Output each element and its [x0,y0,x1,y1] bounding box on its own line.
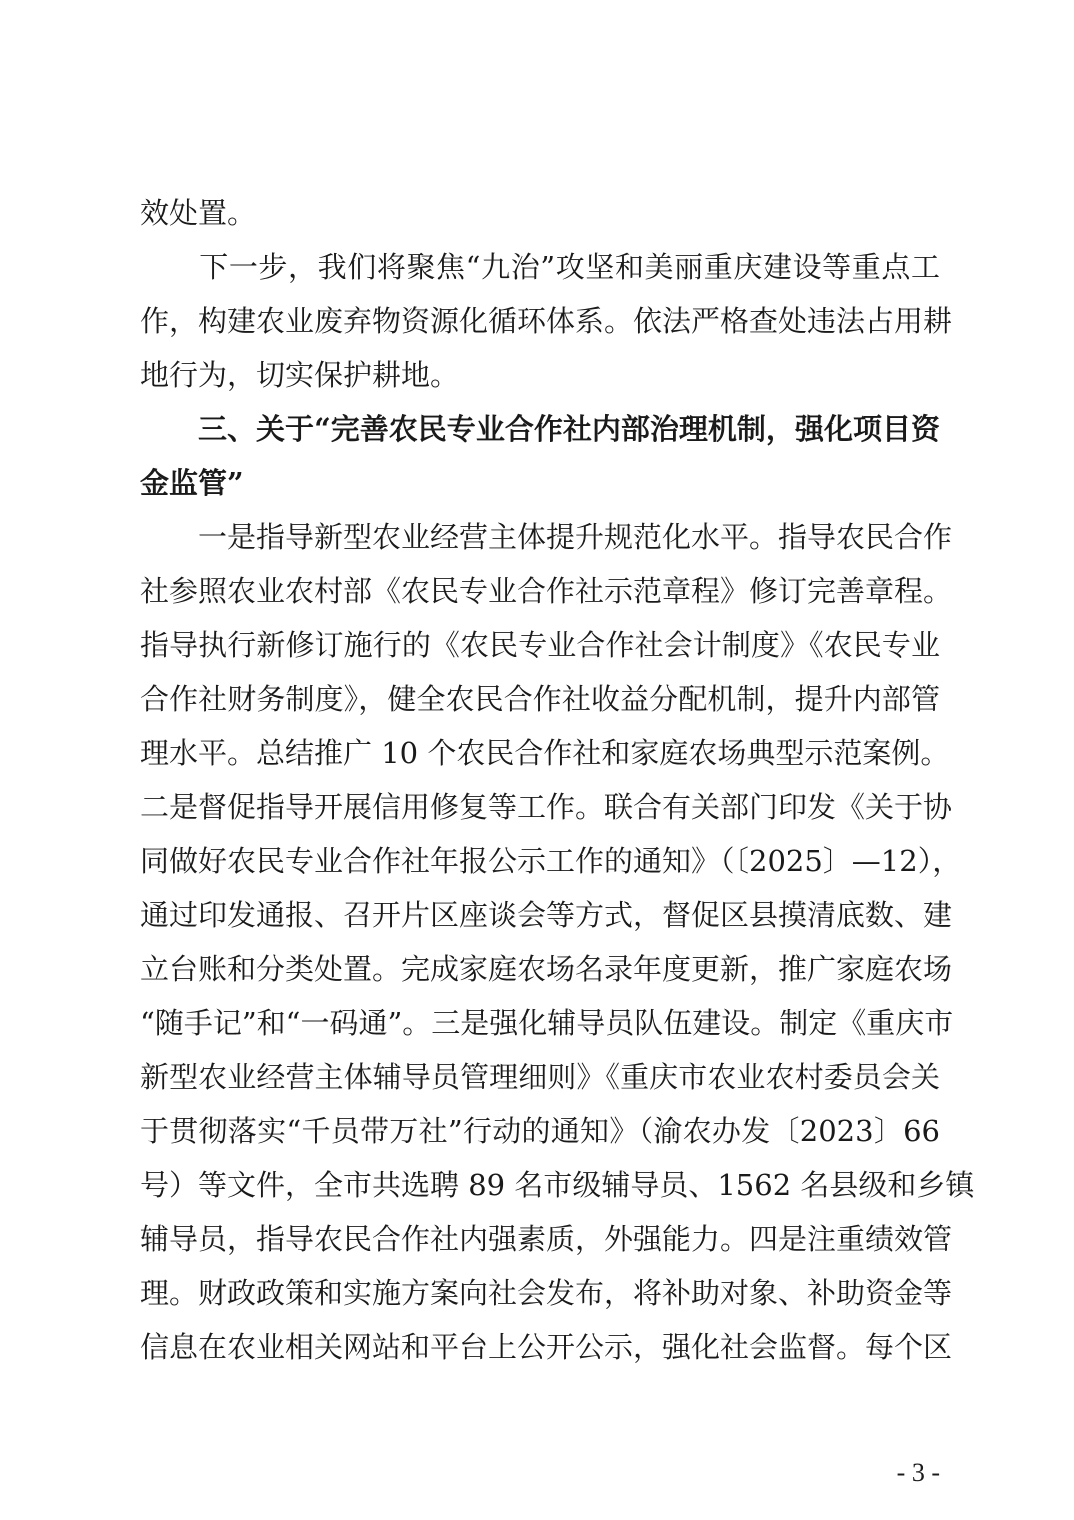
paragraph-line: 号）等文件，全市共选聘 89 名市级辅导员、1562 名县级和乡镇 [140,1168,975,1202]
paragraph-line: 理。财政政策和实施方案向社会发布，将补助对象、补助资金等 [140,1276,953,1310]
document-body [140,186,975,1374]
paragraph-line: “随手记”和“一码通”。三是强化辅导员队伍建设。制定《重庆市 [140,1006,954,1040]
paragraph-line: 作，构建农业废弃物资源化循环体系。依法严格查处违法占用耕 [140,304,953,338]
paragraph-line: 理水平。总结推广 10 个农民合作社和家庭农场典型示范案例。 [140,736,950,770]
paragraph-line: 辅导员，指导农民合作社内强素质，外强能力。四是注重绩效管 [140,1222,953,1256]
paragraph-line: 信息在农业相关网站和平台上公开公示，强化社会监督。每个区 [140,1330,953,1364]
paragraph-line: 合作社财务制度》，健全农民合作社收益分配机制，提升内部管 [140,682,940,716]
paragraph-line: 立台账和分类处置。完成家庭农场名录年度更新，推广家庭农场 [140,952,953,986]
section-heading-line: 金监管” [140,466,244,500]
paragraph-line: 指导执行新修订施行的《农民专业合作社会计制度》《农民专业 [140,628,940,662]
paragraph-line: 同做好农民专业合作社年报公示工作的通知》（〔2025〕—12）， [140,844,962,878]
paragraph-line: 通过印发通报、召开片区座谈会等方式，督促区县摸清底数、建 [140,898,953,932]
paragraph-line: 地行为，切实保护耕地。 [140,358,460,392]
paragraph-line: 新型农业经营主体辅导员管理细则》《重庆市农业农村委员会关 [140,1060,940,1094]
paragraph-line: 一是指导新型农业经营主体提升规范化水平。指导农民合作 [140,520,953,554]
paragraph-line: 二是督促指导开展信用修复等工作。联合有关部门印发《关于协 [140,790,953,824]
paragraph-line: 社参照农业农村部《农民专业合作社示范章程》修订完善章程。 [140,574,953,608]
paragraph-line: 效处置。 [140,196,257,230]
paragraph-line: 于贯彻落实“千员带万社”行动的通知》（渝农办发〔2023〕66 [140,1114,940,1148]
page-number: - 3 - [896,1458,940,1487]
section-heading-line: 三、关于“完善农民专业合作社内部治理机制，强化项目资 [140,412,940,446]
paragraph-line: 下一步，我们将聚焦“九治”攻坚和美丽重庆建设等重点工 [140,250,940,284]
